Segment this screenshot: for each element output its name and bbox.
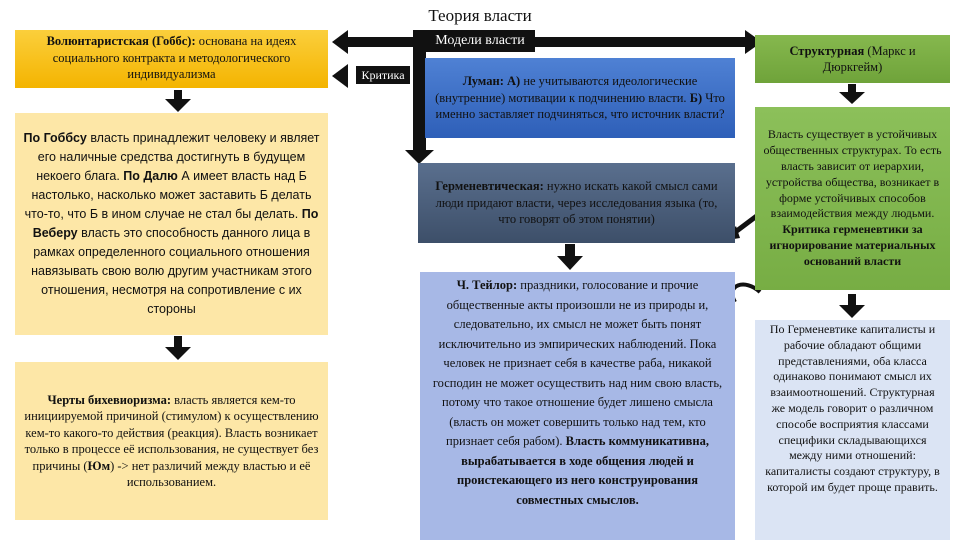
weber-text: власть это способность данного лица в рамках определенного социального отношения навязывать свою волю другим участникам этого отношения, несмотря на сопротивление с их стороны — [31, 226, 312, 316]
hermeneutic-heading: Герменевтическая: — [435, 179, 544, 194]
arrow-down-icon — [839, 92, 865, 104]
page-title: Теория власти — [428, 6, 532, 25]
luhmann-text-b: Что именно заставляет подчиняться, что источник власти? — [435, 90, 725, 122]
arrow-right-icon — [535, 30, 762, 54]
arrow-left-icon — [332, 30, 425, 54]
dahl-label: По Далю — [123, 169, 178, 183]
structures-critique: Критика герменевтики за игнорирование материальных оснований власти — [769, 222, 936, 268]
hermeneutic-box — [418, 163, 735, 243]
luhmann-label: Луман: — [462, 74, 504, 89]
voluntarist-heading: Волюнтаристская (Гоббс): — [46, 34, 196, 49]
hermeneutics-view-text: По Герменевтике капиталисты и рабочие обладают общими представлениями, оба класса одинаково понимают смысл их взаимоотношений. Структурная же модель говорит о различном способе восприятия классами специфики складывающихся между ними отношений: капиталисты создают структуру, в которой им будет проще править. — [765, 322, 940, 494]
taylor-label: Ч. Тейлор: — [456, 278, 518, 292]
point-b: Б) — [689, 90, 703, 105]
behaviorism-label: Черты бихевиоризма: — [47, 392, 172, 407]
models-label: Модели власти — [425, 30, 535, 52]
taylor-text: праздники, голосование и прочие общественные акты произошли не из природы и, следовательно, их смысл не может быть понят исключительно из эмпирических наблюдений. Пока человек не признает себя в качестве раба, никакой господин не может осуществить над ним свою власть, потому что такое отношение будет лишено смысла (власть он может совершить только над тем, кто признает себя рабом). — [432, 278, 723, 448]
hobbes-label: По Гоббсу — [23, 131, 87, 145]
hume-label: Юм — [87, 458, 111, 473]
arrow-down-icon — [405, 150, 434, 164]
critique-label: Критика — [356, 66, 410, 84]
luhmann-box — [425, 58, 735, 138]
hobbes-text: власть принадлежит человеку и являет его наличные средства достигнуть в будущем некоего блага. — [36, 131, 320, 183]
hermeneutic-text: нужно искать какой смысл сами люди придают власти, через исследования языка (то, что говорят об этом понятии) — [435, 179, 718, 227]
hermeneutics-view-box — [755, 320, 950, 540]
behaviorism-text-end: ) -> нет различий между властью и её использованием. — [110, 458, 311, 489]
structural-text: (Маркс и Дюркгейм) — [822, 43, 916, 74]
dahl-text: А имеет власть над Б настолько, насколько может заставить Б делать что-то, что Б в ином случае не стал бы делать. — [24, 169, 312, 221]
arrow-down-icon — [839, 305, 865, 318]
structural-box — [755, 35, 950, 83]
luhmann-text-a: не учитываются идеологические (внутренние) мотивации к подчинению власти. — [435, 74, 698, 105]
taylor-box — [420, 272, 735, 540]
structures-box — [755, 107, 950, 290]
arrow-down-icon — [557, 256, 583, 270]
structures-text: Власть существует в устойчивых общественных структурах. То есть власть зависит от иерархии, устройства общества, возникает в форме устойчивых способов взаимодействия между людьми. — [763, 127, 942, 221]
arrow-left-icon — [332, 64, 348, 88]
taylor-conclusion: Власть коммуникативна, вырабатывается в ходе общения людей и проистекающего из него конструирования совместных смыслов. — [457, 434, 709, 507]
voluntarist-text: основана на идеях социального контракта и методологического индивидуализма — [52, 34, 297, 82]
structural-heading: Структурная — [789, 43, 865, 58]
weber-label: По Веберу — [32, 207, 319, 240]
behaviorism-text: власть является кем-то инициируемой причиной (стимулом) к осуществлению кем-то какого-то действия (реакция). Власть возникает только в процессе её использования, не существует без причины ( — [24, 392, 319, 473]
point-a: А) — [506, 74, 521, 89]
